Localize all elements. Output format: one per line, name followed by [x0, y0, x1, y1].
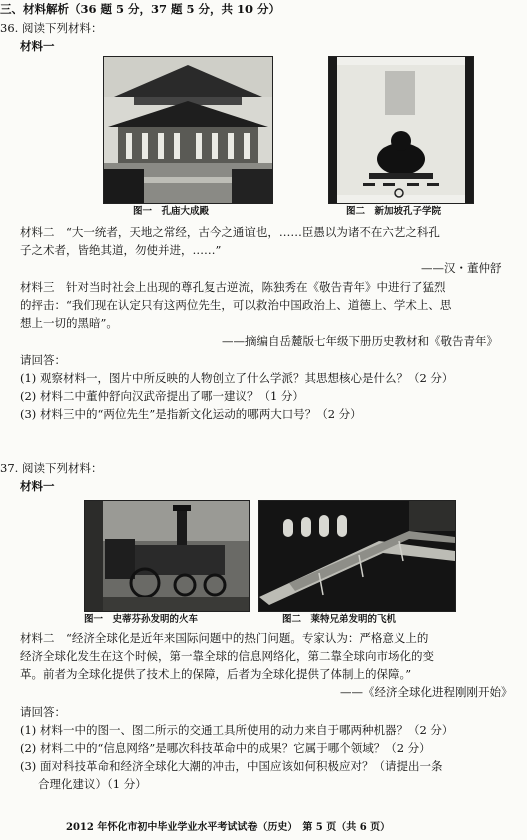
q36-ask: 请回答： [20, 353, 66, 367]
confucius-temple-photo [103, 56, 273, 204]
q36-material3-line2: 的抨击：“我们现在认定只有这两位先生，可以救治中国政治上、道德上、学术上、思 [20, 298, 452, 312]
q36-fig1-caption: 图一 孔庙大成殿 [133, 206, 210, 217]
q37-fig1-caption: 图一 史蒂芬孙发明的火车 [84, 614, 199, 625]
q36-material1-label: 材料一 [20, 39, 55, 53]
q37-ask: 请回答： [20, 705, 66, 719]
q36-material3-line1: 材料三 针对当时社会上出现的尊孔复古逆流，陈独秀在《敬告青年》中进行了猛烈 [20, 280, 446, 294]
q37-material2-line3: 革。前者为全球化提供了技术上的保障，后者为全球化提供了体制上的保障。” [20, 667, 412, 681]
section-title: 三、材料解析（36 题 5 分，37 题 5 分，共 10 分） [0, 2, 281, 16]
wright-aircraft-photo [258, 500, 456, 612]
q36-material2-line2: 子之术者，皆绝其道，勿使并进，……” [20, 243, 222, 257]
confucius-institute-photo [328, 56, 474, 204]
q36-material2-source: ——汉・董仲舒 [421, 261, 502, 275]
q36-intro: 36. 阅读下列材料： [0, 21, 103, 35]
q37-question2: (2) 材料二中的“信息网络”是哪次科技革命中的成果？它属于哪个领域？（2 分） [20, 741, 431, 755]
q36-material3-line3: 想上一切的黑暗”。 [20, 316, 118, 330]
q36-question1: (1) 观察材料一，图片中所反映的人物创立了什么学派？其思想核心是什么？（2 分） [20, 371, 454, 385]
q37-question3-line2: 合理化建议）（1 分） [38, 777, 147, 791]
page-footer: 2012 年怀化市初中毕业学业水平考试试卷（历史） 第 5 页（共 6 页） [66, 822, 391, 833]
stephenson-train-photo [84, 500, 250, 612]
q37-material2-line2: 经济全球化发生在这个时候，第一靠全球的信息网络化，第二靠全球向市场化的变 [20, 649, 434, 663]
q37-material2-line1: 材料二 “经济全球化是近年来国际问题中的热门问题。专家认为：严格意义上的 [20, 631, 429, 645]
q37-intro: 37. 阅读下列材料： [0, 461, 103, 475]
q37-material2-source: ——《经济全球化进程刚刚开始》 [340, 685, 513, 699]
q37-material1-label: 材料一 [20, 479, 55, 493]
q36-material2-line1: 材料二 “大一统者，天地之常经，古今之通谊也，……臣愚以为诸不在六艺之科孔 [20, 225, 440, 239]
q36-question2: (2) 材料二中董仲舒向汉武帝提出了哪一建议？（1 分） [20, 389, 304, 403]
q37-question1: (1) 材料一中的图一、图二所示的交通工具所使用的动力来自于哪两种机器？（2 分） [20, 723, 454, 737]
q36-fig2-caption: 图二 新加坡孔子学院 [346, 206, 442, 217]
q36-material3-source: ——摘编自岳麓版七年级下册历史教材和《敬告青年》 [222, 334, 498, 348]
q37-fig2-caption: 图二 莱特兄弟发明的飞机 [282, 614, 397, 625]
q36-question3: (3) 材料三中的“两位先生”是指新文化运动的哪两大口号？（2 分） [20, 407, 362, 421]
q37-question3-line1: (3) 面对科技革命和经济全球化大潮的冲击，中国应该如何积极应对？（请提出一条 [20, 759, 443, 773]
